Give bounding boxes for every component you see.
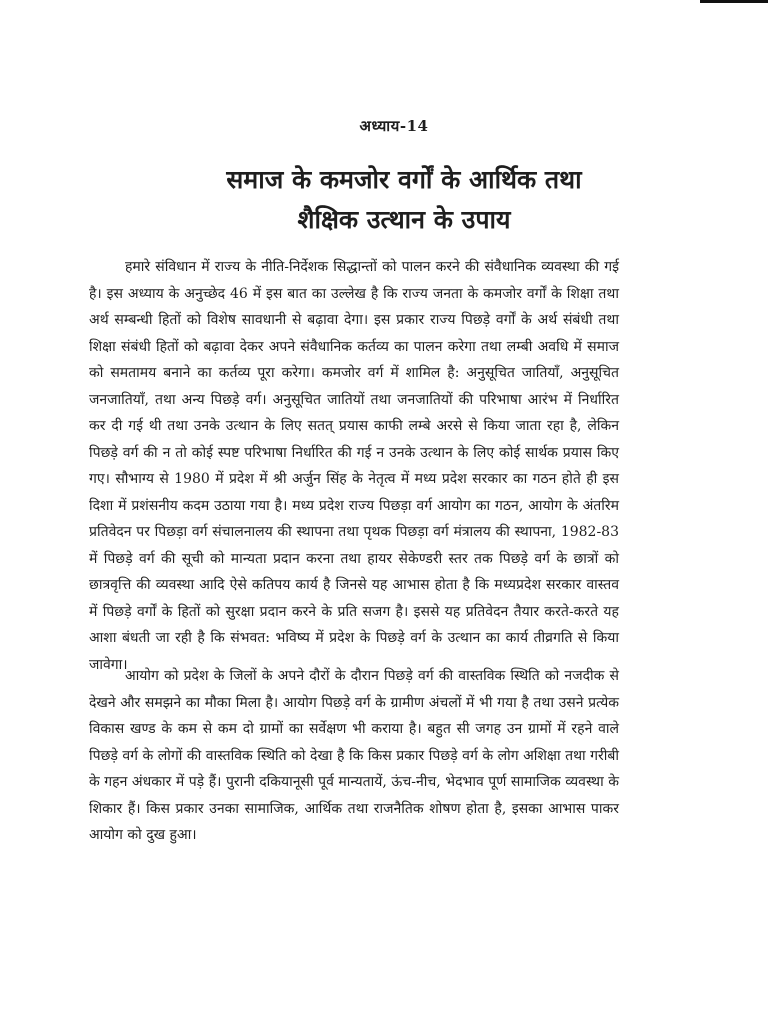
paragraph-2-text: आयोग को प्रदेश के जिलों के अपने दौरों के दौरान पिछड़े वर्ग की वास्तविक स्थिति को नजदीक से देखने और समझने का मौका मिला है। आयोग पिछड़े वर्ग के ग्रामीण अंचलों में भी गया है तथा उसने प्रत्येक विकास खण्ड के कम से कम दो ग्रामों का सर्वेक्षण भी कराया है। बहुत सी जगह उन ग्रामों में रहने वाले पिछड़े वर्ग के लोगों की वास्तविक स्थिति को देखा है कि किस प्रकार पिछड़े वर्ग के लोग अशिक्षा तथा गरीबी के गहन अंधकार में पड़े हैं। पुरानी दकियानूसी पूर्व मान्यतायें, ऊंच-नीच, भेदभाव पूर्ण सामाजिक व्यवस्था के शिकार हैं। किस प्रकार उनका सामाजिक, आर्थिक तथा राजनैतिक शोषण होता है, इसका आभास पाकर आयोग को दुख हुआ। (89, 668, 619, 843)
chapter-title-line-2: शैक्षिक उत्थान के उपाय (297, 205, 511, 234)
paragraph-2 (89, 663, 619, 849)
chapter-title-line-1: समाज के कमजोर वर्गों के आर्थिक तथा (226, 165, 582, 194)
paragraph-1-text: हमारे संविधान में राज्य के नीति-निर्देशक सिद्धान्तों को पालन करने की संवैधानिक व्यवस्था की गई है। इस अध्याय के अनुच्छेद 46 में इस बात का उल्लेख है कि राज्य जनता के कमजोर वर्गों के शिक्षा तथा अर्थ सम्बन्धी हितों को विशेष सावधानी से बढ़ावा देगा। इस प्रकार राज्य पिछड़े वर्गों के अर्थ संबंधी तथा शिक्षा संबंधी हितों को बढ़ावा देकर अपने संवैधानिक कर्तव्य का पालन करेगा तथा लम्बी अवधि में समाज को समतामय बनाने का कर्तव्य पूरा करेगा। कमजोर वर्ग में शामिल है: अनुसूचित जातियाँ, अनुसूचित जनजातियाँ, तथा अन्य पिछड़े वर्ग। अनुसूचित जातियों तथा जनजातियों की परिभाषा आरंभ में निर्धारित कर दी गई थी तथा उनके उत्थान के लिए सतत् प्रयास काफी लम्बे अरसे से किया जाता रहा है, लेकिन पिछड़े वर्ग की न तो कोई स्पष्ट परिभाषा निर्धारित की गई न उनके उत्थान के लिए कोई सार्थक प्रयास किए गए। सौभाग्य से 1980 में प्रदेश में श्री अर्जुन सिंह के नेतृत्व में मध्य प्रदेश सरकार का गठन होते ही इस दिशा में प्रशंसनीय कदम उठाया गया है। मध्य प्रदेश राज्य पिछड़ा वर्ग आयोग का गठन, आयोग के अंतरिम प्रतिवेदन पर पिछड़ा वर्ग संचालनालय की स्थापना तथा पृथक पिछड़ा वर्ग मंत्रालय की स्थापना, 1982-83 में पिछड़े वर्ग की सूची को मान्यता प्रदान करना तथा हायर सेकेण्डरी स्तर तक पिछड़े वर्ग के छात्रों को छात्रवृत्ति की व्यवस्था आदि ऐसे कतिपय कार्य है जिनसे यह आभास होता है कि मध्यप्रदेश सरकार वास्तव में पिछड़े वर्गों के हितों को सुरक्षा प्रदान करने के प्रति सजग है। इससे यह प्रतिवेदन तैयार करते-करते यह आशा बंधती जा रही है कि संभवत: भविष्य में प्रदेश के पिछड़े वर्ग के उत्थान का कार्य तीव्रगति से किया जावेगा। (89, 259, 619, 673)
paragraph-1 (89, 254, 619, 678)
top-edge-rule (700, 0, 768, 3)
chapter-number: अध्याय-14 (359, 117, 429, 135)
chapter-title (0, 160, 768, 240)
